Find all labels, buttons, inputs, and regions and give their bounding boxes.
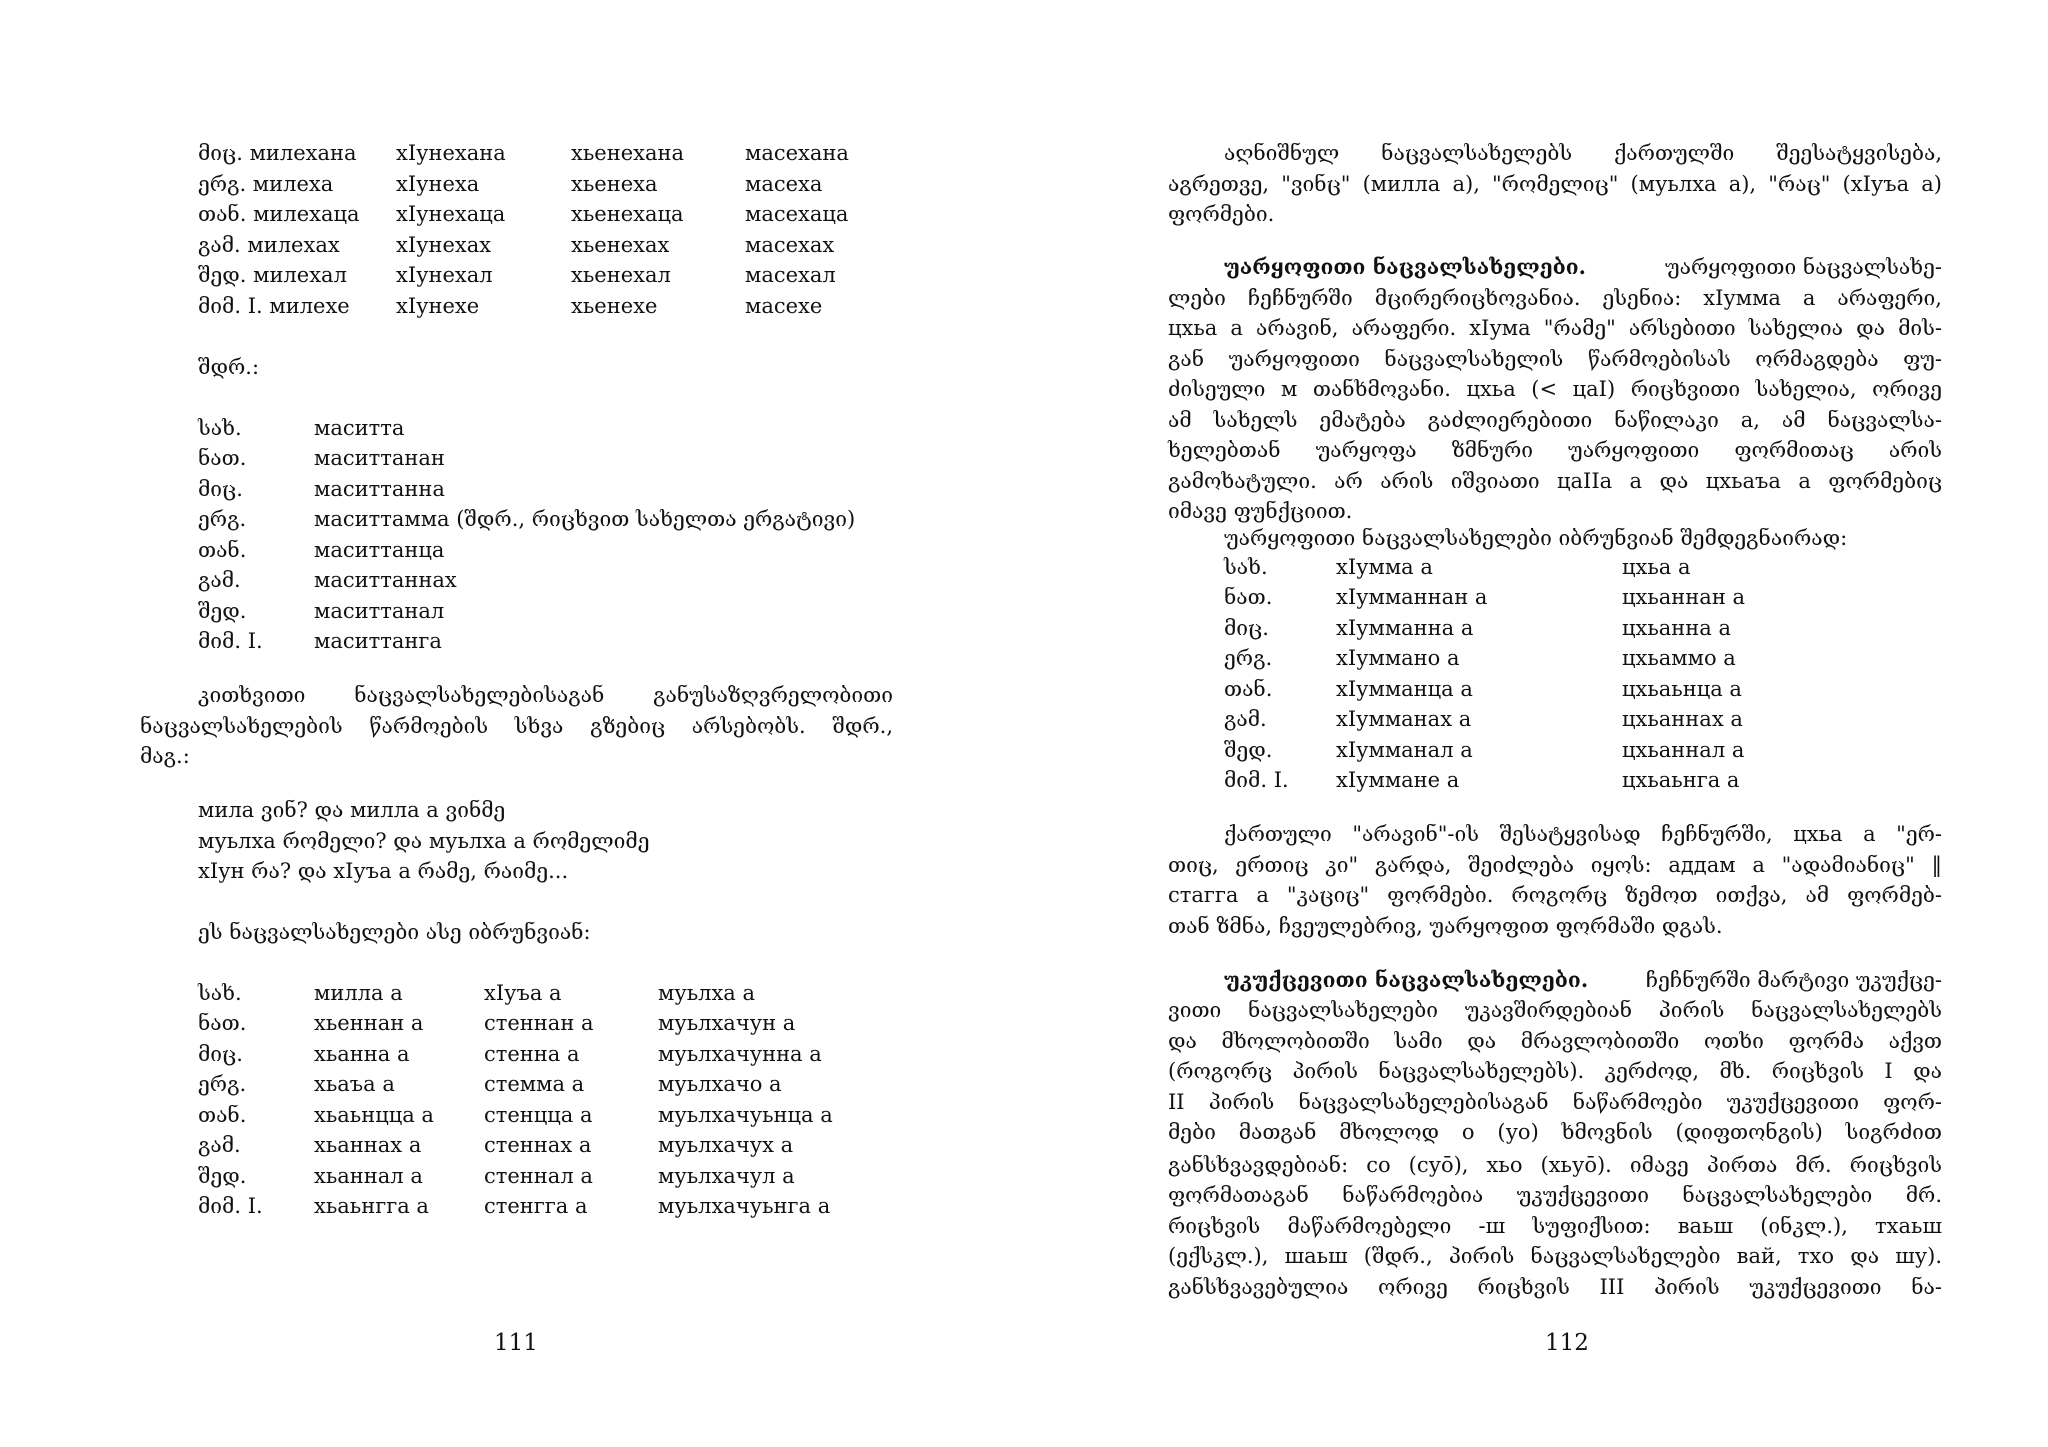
paragraph-line: II პირის ნაცვალსახელებისაგან ნაწარმოები უკუქცევითი ფორ- (1168, 1090, 1942, 1114)
paragraph-line: გამოხატული. არ არის იშვიათი цаIIа а და цхьаъа а ფორმებიც (1168, 469, 1942, 493)
paragraph-line: ნაცვალსახელების წარმოების სხვა გზებიც არსებობს. შდრ., (140, 714, 893, 738)
paragraph-line: ქართული "არავინ"-ის შესატყვისად ჩეჩნურში, цхьа а "ერ- (1224, 822, 1942, 846)
section-heading: უარყოფითი ნაცვალსახელები. (1224, 254, 1586, 279)
paragraph-line: (ექსკლ.), шаьш (შდრ., პირის ნაცვალსახელები вай, тхо და шу). (1168, 1244, 1942, 1268)
paragraph-line: ფორმათაგან ნაწარმოებია უკუქცევითი ნაცვალსახელები მრ. (1168, 1183, 1942, 1207)
paragraph-line: უარყოფითი ნაცვალსახე- (1664, 255, 1942, 279)
example-line: хIун რა? და хIуъа а რამე, რაიმე... (198, 859, 569, 883)
paragraph-line: თიც, ერთიც კი" გარდა, შეიძლება იყოს: аддам а "ადამიანიც" ‖ (1168, 853, 1942, 877)
paragraph-line: ფორმები. (1168, 202, 1275, 226)
page-number: 112 (1545, 1330, 1589, 1356)
paragraph-line: цхьа а არავინ, არაფერი. хIума "რამე" არსებითი სახელია და მის- (1168, 316, 1942, 340)
declension-intro: ეს ნაცვალსახელები ასე იბრუნვიან: (198, 920, 591, 944)
declension-intro: უარყოფითი ნაცვალსახელები იბრუნვიან შემდეგნაირად: (1224, 526, 1848, 550)
paragraph-line: იმავე ფუნქციით. (1168, 499, 1353, 523)
paragraph-line: მაგ.: (140, 744, 190, 768)
paragraph-line: რიცხვის მაწარმოებელი -ш სუფიქსით: вaьш (ინკლ.), тхаьш (1168, 1214, 1942, 1238)
paragraph-line: ამ სახელს ემატება გაძლიერებითი ნაწილაკი а, ამ ნაცვალსა- (1168, 408, 1942, 432)
example-line: мила ვინ? და милла а ვინმე (198, 798, 506, 822)
paragraph-line: стагга а "კაციც" ფორმები. როგორც ზემოთ ითქვა, ამ ფორმებ- (1168, 883, 1942, 907)
paragraph-line: ლები ჩეჩნურში მცირერიცხოვანია. ესენია: хIумма а არაფერი, (1168, 286, 1942, 310)
page-number: 111 (494, 1330, 538, 1356)
section-heading: უკუქცევითი ნაცვალსახელები. (1224, 967, 1589, 992)
paragraph-line: განსხვავებულია ორივე რიცხვის III პირის უკუქცევითი ნა- (1168, 1275, 1942, 1299)
paragraph-line: ვითი ნაცვალსახელები უკავშირდებიან პირის ნაცვალსახელებს (1168, 998, 1942, 1022)
paragraph-line: ძისეული м თანხმოვანი. цхьа (< цаI) რიცხვითი სახელია, ორივე (1168, 377, 1942, 401)
paragraph-line: განსხვავდებიან: со (суō), хьо (хьуō). იმავე პირთა მრ. რიცხვის (1168, 1153, 1942, 1177)
paragraph-line: აღნიშნულ ნაცვალსახელებს ქართულში შეესატყვისება, (1224, 141, 1942, 165)
paragraph-line: მები მათგან მხოლოდ о (уо) ხმოვნის (დიფთონგის) სიგრძით (1168, 1120, 1942, 1144)
right-page: აღნიშნულ ნაცვალსახელებს ქართულში შეესატყვისება, აგრეთვე, "ვინც" (милла а), "რომელიც" (муьлха а), "რაც" (хIуъа а) ფორმები. უარყოფითი ნაცვალსახელები. უარყოფითი ნაცვალსახე- ლები ჩეჩნურში მცირერიცხოვანია. ესენია: хIумма а არაფერი, цхьа а არავინ, არაფერი. хIума "რამე" არსებითი სახელია და მის- გან უარყოფითი ნაცვალსახელის წარმოებისას ორმაგდება ფუ- ძისეული м თანხმოვანი. цхьа (< цаI) რიცხვითი სახელია, ორივე ამ სახელს ემატება გაძლიერებითი ნაწილაკი а, ამ ნაცვალსა- ხელებთან უარყოფა ზმნური უარყოფითი ფორმითაც არის გამოხატული. არ არის იშვიათი цаIIа а და цхьаъа а ფორმებიც იმავე ფუნქციით. უარყოფითი ნაცვალსახელები იბრუნვიან შემდეგნაირად: სახ. хIумма а цхьа а ნათ. хIумманнан а цхьаннан а მიც. хIумманна а цхьанна а ერგ. хIуммано а цхьаммо а თან. хIумманца а цхьаьнца а გამ. хIумманах а цхьаннах а შედ. хIумманал а цхьаннал а მიმ. I. хIуммане а цхьаьнга а ქართული "არავინ"-ის შესატყვისად ჩეჩნურში, цхьа а "ერ- თიც, ერთიც კი" გარდა, შეიძლება იყოს: аддам а "ადამიანიც" ‖ стагга а "კაციც" ფორმები. როგორც ზემოთ ითქვა, ამ ფორმებ- თან ზმნა, ჩვეულებრივ, უარყოფით ფორმაში დგას. უკუქცევითი ნაცვალსახელები. ჩეჩნურში მარტივი უკუქცე- ვითი ნაცვალსახელები უკავშირდებიან პირის ნაცვალსახელებს და მხოლობითში სამი და მრავლობითში ოთხი ფორმა აქვთ (როგორც პირის ნაცვალსახელებს). კერძოდ, მხ. რიცხვის I და II პირის ნაცვალსახელებისაგან ნაწარმოები უკუქცევითი ფორ- მები მათგან მხოლოდ о (уо) ხმოვნის (დიფთონგის) სიგრძით განსხვავდებიან: со (суō), хьо (хьуō). იმავე პირთა მრ. რიცხვის ფორმათაგან ნაწარმოებია უკუქცევითი ნაცვალსახელები მრ. რიცხვის მაწარმოებელი -ш სუფიქსით: вaьш (ინკლ.), тхаьш (ექსკლ.), шаьш (შდრ., პირის ნაცვალსახელები вай, тхо და шу). განსხვავებულია ორივე რიცხვის III პირის უკუქცევითი ნა- 112 (1024, 0, 2048, 1447)
cf-label: შდრ.: (198, 355, 260, 379)
paragraph-line: თან ზმნა, ჩვეულებრივ, უარყოფით ფორმაში დგას. (1168, 914, 1723, 938)
paragraph-line: ჩეჩნურში მარტივი უკუქცე- (1645, 968, 1942, 992)
paragraph-line: გან უარყოფითი ნაცვალსახელის წარმოებისას ორმაგდება ფუ- (1168, 347, 1942, 371)
left-page: მიც. милехана хIунехана хьенехана масехана ერგ. милехa хIунехa хьенехa масехa თან. милехаца хIунехаца хьенехаца масехаца გამ. милехах хIунехах хьенехах масехах შედ. милехал хIунехал хьенехал масехал მიმ. I. милехе хIунехе хьенехе масехе შდრ.: სახ. маситта ნათ. маситтанан მიც. маситтанна ერგ. маситтамма (შდრ., რიცხვით სახელთა ერგატივი) თან. маситтанца გამ. маситтаннах შედ. маситтанал მიმ. I. маситтанга კითხვითი ნაცვალსახელებისაგან განუსაზღვრელობითი ნაცვალსახელების წარმოების სხვა გზებიც არსებობს. შდრ., მაგ.: мила ვინ? და милла а ვინმე муьлха რომელი? და муьлха а რომელიმე хIун რა? და хIуъа а რამე, რაიმე... ეს ნაცვალსახელები ასე იბრუნვიან: სახ. милла а хIуъа а муьлха а ნათ. хьеннан а стеннан а муьлхачун а მიც. хьанна а стенна а муьлхачунна а ერგ. хьаъа а стемма а муьлхачо а თან. хьаьнцца а стенцца а муьлхачуьнца а გამ. хьаннах а стеннах а муьлхачух а შედ. хьаннал а стеннал а муьлхачул а მიმ. I. хьаьнгга а стенгга а муьлхачуьнга а 111 (140, 141, 893, 1356)
example-line: муьлха რომელი? და муьлха а რომელიმე (198, 829, 650, 853)
paragraph-line: ხელებთან უარყოფა ზმნური უარყოფითი ფორმითაც არის (1168, 438, 1942, 462)
paragraph-line: (როგორც პირის ნაცვალსახელებს). კერძოდ, მხ. რიცხვის I და (1168, 1059, 1942, 1083)
paragraph-line: და მხოლობითში სამი და მრავლობითში ოთხი ფორმა აქვთ (1168, 1029, 1942, 1053)
paragraph-line: აგრეთვე, "ვინც" (милла а), "რომელიც" (муьлха а), "რაც" (хIуъа а) (1168, 172, 1942, 196)
paragraph-line: კითხვითი ნაცვალსახელებისაგან განუსაზღვრელობითი (198, 683, 893, 707)
